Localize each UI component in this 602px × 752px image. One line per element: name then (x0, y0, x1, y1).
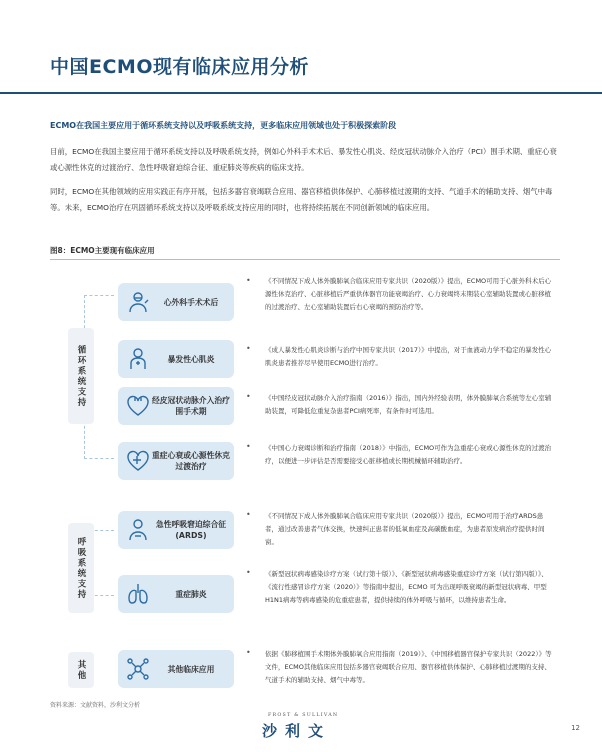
category-label: 其他 (76, 659, 86, 681)
title-rule (0, 92, 602, 94)
category-respiratory (68, 523, 94, 613)
item-desc: 《新型冠状病毒感染诊疗方案（试行第十版）》、《新型冠状病毒感染重症诊疗方案（试行第四版）》、《流行性感冒诊疗方案（2020）》等指南中提出，ECMO 可为出现呼吸衰竭的新型冠状病毒、甲型H1N1病毒等病毒感染的危重症患者，提供持续的体外呼吸与循环，以维持患者生命。 (265, 570, 548, 604)
patient-icon (124, 345, 152, 373)
bullet: • (246, 568, 251, 577)
figure-rule (50, 259, 560, 260)
category-label: 呼吸系统支持 (76, 536, 86, 600)
item-label: 急性呼吸窘迫综合征 (ARDS) (155, 520, 227, 540)
category-label: 循环系统支持 (76, 344, 86, 408)
category-other (68, 652, 94, 688)
figure-label: 图8：ECMO主要现有临床应用 (50, 246, 155, 255)
item-label: 其他临床应用 (167, 664, 215, 674)
bullet: • (246, 648, 251, 657)
paragraph-2: 同时，ECMO在其他领域的应用实践正有序开展，包括多器官衰竭联合应用、器官移植供体保护、心肺移植过渡期的支持、气道手术的辅助支持、烟气中毒等。未来，ECMO治疗在巩固循环系统支持以及呼吸系统支持应用的同时，也将持续拓展在不同创新领域的临床应用。 (50, 187, 553, 212)
item-label: 暴发性心肌炎 (167, 354, 215, 364)
page-title: 中国ECMO现有临床应用分析 (50, 56, 309, 78)
item-box-heart-failure (118, 442, 234, 480)
lungs-icon (124, 580, 152, 608)
bullet: • (246, 442, 251, 451)
bullet: • (246, 510, 251, 519)
item-box-fulminant-myocarditis (118, 340, 234, 378)
item-box-ards (118, 511, 234, 549)
heart-pulse-icon (124, 447, 152, 475)
item-box-cardiac-surgery (118, 283, 234, 321)
item-box-other (118, 650, 234, 688)
item-desc: 《不同情况下成人体外膜肺氧合临床应用专家共识（2020版）》提出，ECMO可用于心脏外科术后心源性休克治疗、心脏移植后严重供体器官功能衰竭治疗、心力衰竭终末期装心室辅助装置或心脏移植的过渡治疗、左心室辅助装置后右心衰竭的预防治疗等。 (265, 277, 552, 311)
source-note: 资料来源：文献资料，沙利文分析 (50, 702, 141, 709)
bullet: • (246, 276, 251, 285)
item-label: 心外科手术术后 (163, 297, 219, 307)
page-number: 12 (571, 724, 580, 732)
item-desc: 《中国心力衰竭诊断和治疗指南（2018）》中指出，ECMO可作为急重症心衰或心源性休克的过渡治疗，以便进一步评估是否需要接受心脏移植或长期机械循环辅助治疗。 (265, 444, 552, 465)
bullet: • (246, 392, 251, 401)
bullet: • (246, 344, 251, 353)
category-circulatory (68, 328, 94, 424)
item-label: 经皮冠状动脉介入治疗围手术期 (152, 396, 230, 416)
item-desc: 《不同情况下成人体外膜肺氧合临床应用专家共识（2020版）》提出，ECMO可用于治疗ARDS患者，通过改善患者气体交换，快速纠正患者的低氧血症及高碳酸血症，为患者原发病治疗提供时间窗。 (265, 512, 545, 546)
footer-brand-en: FROST & SULLIVAN (268, 713, 339, 718)
section-subtitle: ECMO在我国主要应用于循环系统支持以及呼吸系统支持，更多临床应用领域也处于积极探索阶段 (50, 121, 397, 130)
network-icon (124, 655, 152, 683)
patient-breath-icon (124, 516, 152, 544)
item-desc: 依据《肺移植围手术期体外膜肺氧合应用指南（2019）》、《中国移植器官保护专家共识（2022）》等文件，ECMO其他临床应用包括多器官衰竭联合应用、器官移植供体保护、心肺移植过渡期的支持、气道手术的辅助支持、烟气中毒等。 (265, 650, 552, 684)
footer-brand-zh: 沙利文 (262, 722, 332, 740)
item-label: 重症肺炎 (175, 589, 207, 599)
item-desc: 《中国经皮冠状动脉介入治疗指南（2016）》指出，国内外经验表明，体外膜肺氧合系统等左心室辅助装置，可降低危重复杂患者PCI病死率，有条件时可选用。 (265, 394, 552, 415)
paragraph-1: 目前，ECMO在我国主要应用于循环系统支持以及呼吸系统支持，例如心外科手术术后、暴发性心肌炎、经皮冠状动脉介入治疗（PCI）围手术期、重症心衰或心源性休克的过渡治疗、急性呼吸窘迫综合征、重症肺炎等疾病的临床支持。 (50, 147, 557, 172)
item-box-severe-pneumonia (118, 575, 234, 613)
item-box-pci (118, 387, 234, 425)
heart-icon (124, 392, 152, 420)
item-desc: 《成人暴发性心肌炎诊断与治疗中国专家共识（2017）》中提出，对于血液动力学不稳定的暴发性心肌炎患者推荐尽早使用ECMO进行治疗。 (265, 346, 552, 367)
surgeon-icon (124, 288, 152, 316)
item-label: 重症心衰或心源性休克过渡治疗 (152, 451, 230, 471)
